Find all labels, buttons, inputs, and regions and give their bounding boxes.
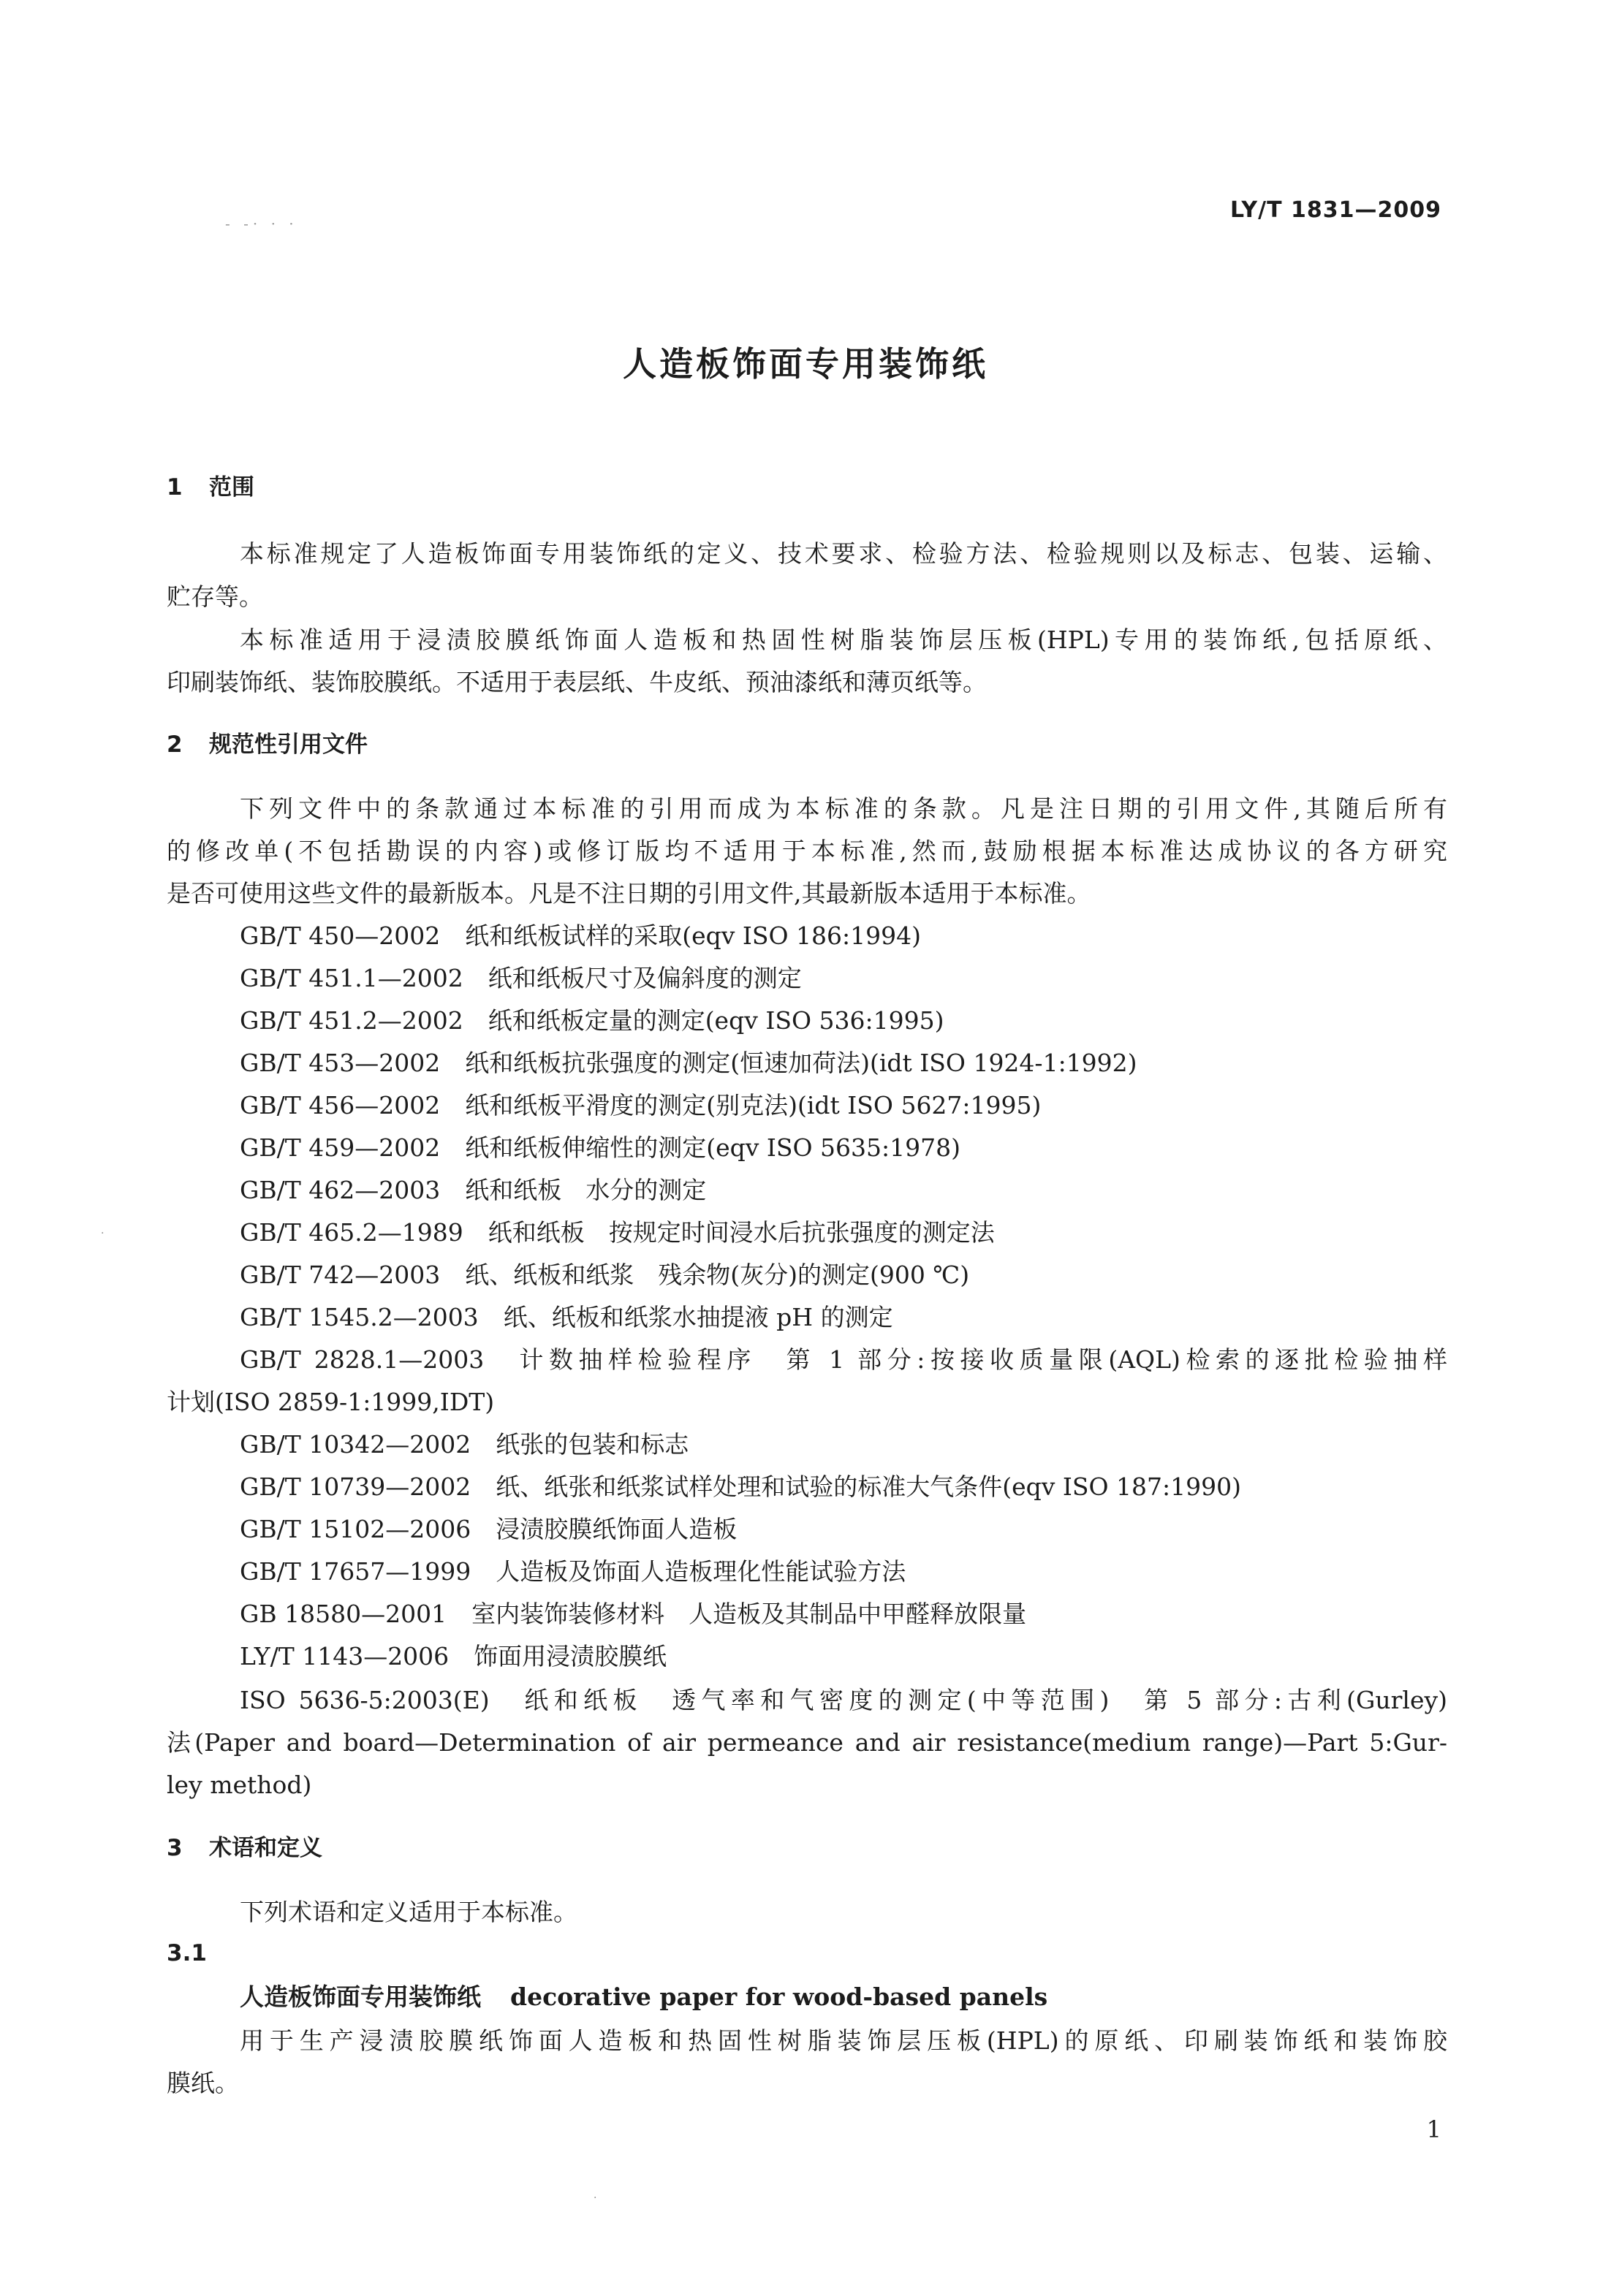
scan-dot: · [594, 2192, 597, 2204]
scope-paragraph-1-cont: 贮存等。 [167, 582, 263, 611]
reference-item: GB/T 451.1—2002 纸和纸板尺寸及偏斜度的测定 [240, 964, 802, 992]
reference-item-iso-cont-2: ley method) [167, 1771, 312, 1799]
reference-item-iso: ISO 5636-5:2003(E) 纸和纸板 透气率和气密度的测定(中等范围) 第 5 部分:古利(Gurley) [240, 1686, 1447, 1714]
scope-paragraph-1: 本标准规定了人造板饰面专用装饰纸的定义、技术要求、检验方法、检验规则以及标志、包装、运输、 [240, 539, 1447, 568]
reference-item: GB/T 456—2002 纸和纸板平滑度的测定(别克法)(idt ISO 5627:1995) [240, 1091, 1042, 1120]
term-definition-cont: 膜纸。 [167, 2069, 239, 2097]
reference-item: GB/T 15102—2006 浸渍胶膜纸饰面人造板 [240, 1515, 738, 1543]
term-english: decorative paper for wood-based panels [510, 1983, 1048, 2011]
document-title: 人造板饰面专用装饰纸 [623, 344, 988, 384]
section-1-heading: 1 范围 [167, 474, 254, 501]
normative-intro-2: 的修改单(不包括勘误的内容)或修订版均不适用于本标准,然而,鼓励根据本标准达成协议的各方研究 [167, 837, 1447, 865]
term-chinese: 人造板饰面专用装饰纸 [240, 1983, 481, 2011]
term-definition: 用于生产浸渍胶膜纸饰面人造板和热固性树脂装饰层压板(HPL)的原纸、印刷装饰纸和装饰胶 [240, 2026, 1447, 2055]
reference-item: GB/T 17657—1999 人造板及饰面人造板理化性能试验方法 [240, 1557, 906, 1586]
section-2-heading: 2 规范性引用文件 [167, 731, 368, 758]
reference-item-iso-cont: 法(Paper and board—Determination of air permeance and air resistance(medium range)—Part 5:Gur- [167, 1728, 1447, 1757]
reference-item: GB 18580—2001 室内装饰装修材料 人造板及其制品中甲醛释放限量 [240, 1600, 1027, 1628]
terms-intro: 下列术语和定义适用于本标准。 [240, 1898, 577, 1926]
reference-item: GB/T 450—2002 纸和纸板试样的采取(eqv ISO 186:1994) [240, 921, 922, 950]
reference-item: GB/T 742—2003 纸、纸板和纸浆 残余物(灰分)的测定(900 ℃) [240, 1261, 970, 1289]
reference-item: GB/T 465.2—1989 纸和纸板 按规定时间浸水后抗张强度的测定法 [240, 1218, 995, 1247]
page-number: 1 [1426, 2116, 1441, 2143]
reference-item-2828: GB/T 2828.1—2003 计数抽样检验程序 第 1 部分:按接收质量限(AQL)检索的逐批检验抽样 [240, 1345, 1447, 1374]
reference-item: GB/T 451.2—2002 纸和纸板定量的测定(eqv ISO 536:1995) [240, 1006, 944, 1035]
normative-intro-3: 是否可使用这些文件的最新版本。凡是不注日期的引用文件,其最新版本适用于本标准。 [167, 879, 1091, 908]
reference-item-2828-cont: 计划(ISO 2859-1:1999,IDT) [167, 1388, 495, 1416]
scan-dot: · [101, 1228, 105, 1239]
clause-number: 3.1 [167, 1940, 207, 1966]
reference-item: GB/T 459—2002 纸和纸板伸缩性的测定(eqv ISO 5635:1978) [240, 1133, 961, 1162]
scope-paragraph-2: 本标准适用于浸渍胶膜纸饰面人造板和热固性树脂装饰层压板(HPL)专用的装饰纸,包括原纸、 [240, 626, 1447, 654]
scope-paragraph-2-cont: 印刷装饰纸、装饰胶膜纸。不适用于表层纸、牛皮纸、预油漆纸和薄页纸等。 [167, 668, 987, 696]
reference-item: GB/T 1545.2—2003 纸、纸板和纸浆水抽提液 pH 的测定 [240, 1303, 893, 1331]
reference-item: GB/T 462—2003 纸和纸板 水分的测定 [240, 1176, 707, 1204]
term-heading [240, 1985, 1447, 2009]
reference-item: GB/T 453—2002 纸和纸板抗张强度的测定(恒速加荷法)(idt ISO 1924-1:1992) [240, 1049, 1137, 1077]
standard-code: LY/T 1831—2009 [1229, 197, 1441, 223]
reference-item: LY/T 1143—2006 饰面用浸渍胶膜纸 [240, 1642, 667, 1670]
section-3-heading: 3 术语和定义 [167, 1835, 322, 1861]
reference-item: GB/T 10342—2002 纸张的包装和标志 [240, 1430, 689, 1459]
reference-item: GB/T 10739—2002 纸、纸张和纸浆试样处理和试验的标准大气条件(eqv ISO 187:1990) [240, 1472, 1242, 1501]
normative-intro-1: 下列文件中的条款通过本标准的引用而成为本标准的条款。凡是注日期的引用文件,其随后所有 [240, 794, 1447, 823]
scan-specks: - -· · · [225, 215, 298, 232]
